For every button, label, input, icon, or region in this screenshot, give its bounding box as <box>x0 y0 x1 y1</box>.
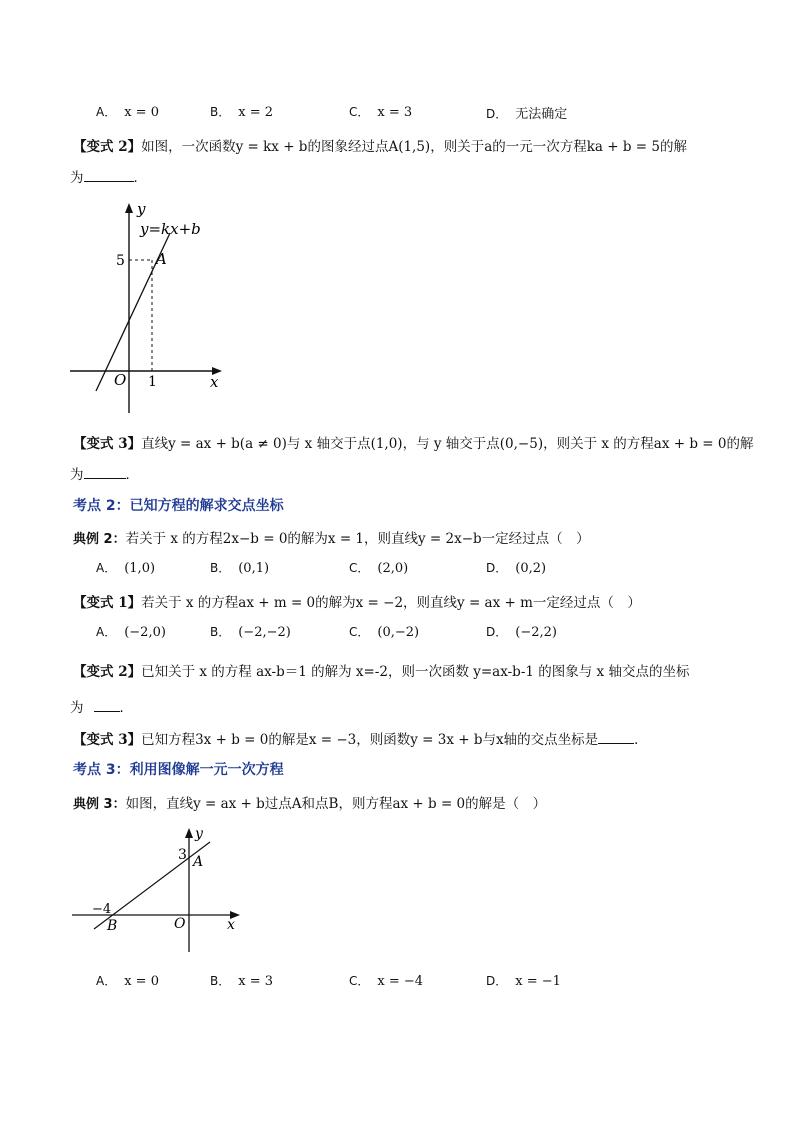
question-variant-1b: 【变式 1】若关于 x 的方程ax + m = 0的解为x = −2，则直线y = ax + m一定经过点（ ） <box>73 595 641 611</box>
option-a: A． x = 0 <box>96 974 159 989</box>
graph2-tick-3: 3 <box>178 847 187 863</box>
option-a: A． x = 0 <box>96 105 159 120</box>
graph1-x-label: x <box>210 373 219 391</box>
option-a: A． (1,0) <box>96 561 156 576</box>
option-d: D． x = −1 <box>486 974 561 989</box>
answer-blank <box>84 466 126 479</box>
question-variant-2b-cont: 为 ． <box>70 700 133 716</box>
graph1-origin: O <box>114 371 127 389</box>
graph2-point-a: A <box>193 854 204 870</box>
graph1-tick-5: 5 <box>116 253 125 269</box>
option-c: C． x = 3 <box>349 105 413 120</box>
option-c: C． x = −4 <box>349 974 424 989</box>
section-heading-kp3: 考点 3：利用图像解一元一次方程 <box>73 762 284 778</box>
option-c: C． (0,−2) <box>349 625 420 640</box>
option-b: B． (0,1) <box>210 561 270 576</box>
question-variant-2a: 【变式 2】如图，一次函数y = kx + b的图象经过点A(1,5)，则关于a的一元一次方程ka + b = 5的解 <box>73 139 687 155</box>
option-d: D． 无法确定 <box>486 107 568 122</box>
graph1-tick-1: 1 <box>148 374 157 390</box>
option-b: B． x = 2 <box>210 105 273 120</box>
graph1-y-label: y <box>137 200 146 218</box>
graph2-point-b: B <box>107 918 118 934</box>
question-variant-2b: 【变式 2】已知关于 x 的方程 ax-b＝1 的解为 x=-2，则一次函数 y=ax-b-1 的图象与 x 轴交点的坐标 <box>73 664 690 680</box>
question-variant-2a-cont: 为 ． <box>70 170 147 186</box>
graph1-line-label: y=kx+b <box>140 220 201 238</box>
graph2-origin: O <box>174 916 186 932</box>
graph2-x-label: x <box>227 917 235 933</box>
option-c: C． (2,0) <box>349 561 409 576</box>
question-variant-3a: 【变式 3】直线y = ax + b(a ≠ 0)与 x 轴交于点(1,0)，与 y 轴交于点(0,−5)，则关于 x 的方程ax + b = 0的解 <box>73 436 754 452</box>
question-variant-3a-cont: 为 ． <box>70 467 139 483</box>
question-example-3: 典例 3：如图，直线y = ax + b过点A和点B，则方程ax + b = 0的解是（ ） <box>73 796 547 812</box>
graph2-y-label: y <box>195 826 203 842</box>
graph-linear-function-1 <box>60 195 240 420</box>
option-b: B． (−2,−2) <box>210 625 291 640</box>
question-example-2: 典例 2：若关于 x 的方程2x−b = 0的解为x = 1，则直线y = 2x−b一定经过点（ ） <box>73 531 590 547</box>
option-b: B． x = 3 <box>210 974 273 989</box>
answer-blank <box>598 731 634 744</box>
question-variant-3b: 【变式 3】已知方程3x + b = 0的解是x = −3，则函数y = 3x + b与x轴的交点坐标是 ． <box>73 732 648 748</box>
answer-blank <box>84 169 134 182</box>
option-d: D． (−2,2) <box>486 625 557 640</box>
answer-blank <box>94 699 120 712</box>
graph1-point-a: A <box>156 250 167 268</box>
section-heading-kp2: 考点 2：已知方程的解求交点坐标 <box>73 498 284 514</box>
graph2-tick-neg4: −4 <box>92 902 112 917</box>
graph-linear-function-2 <box>68 822 253 962</box>
option-d: D． (0,2) <box>486 561 547 576</box>
option-a: A． (−2,0) <box>96 625 166 640</box>
